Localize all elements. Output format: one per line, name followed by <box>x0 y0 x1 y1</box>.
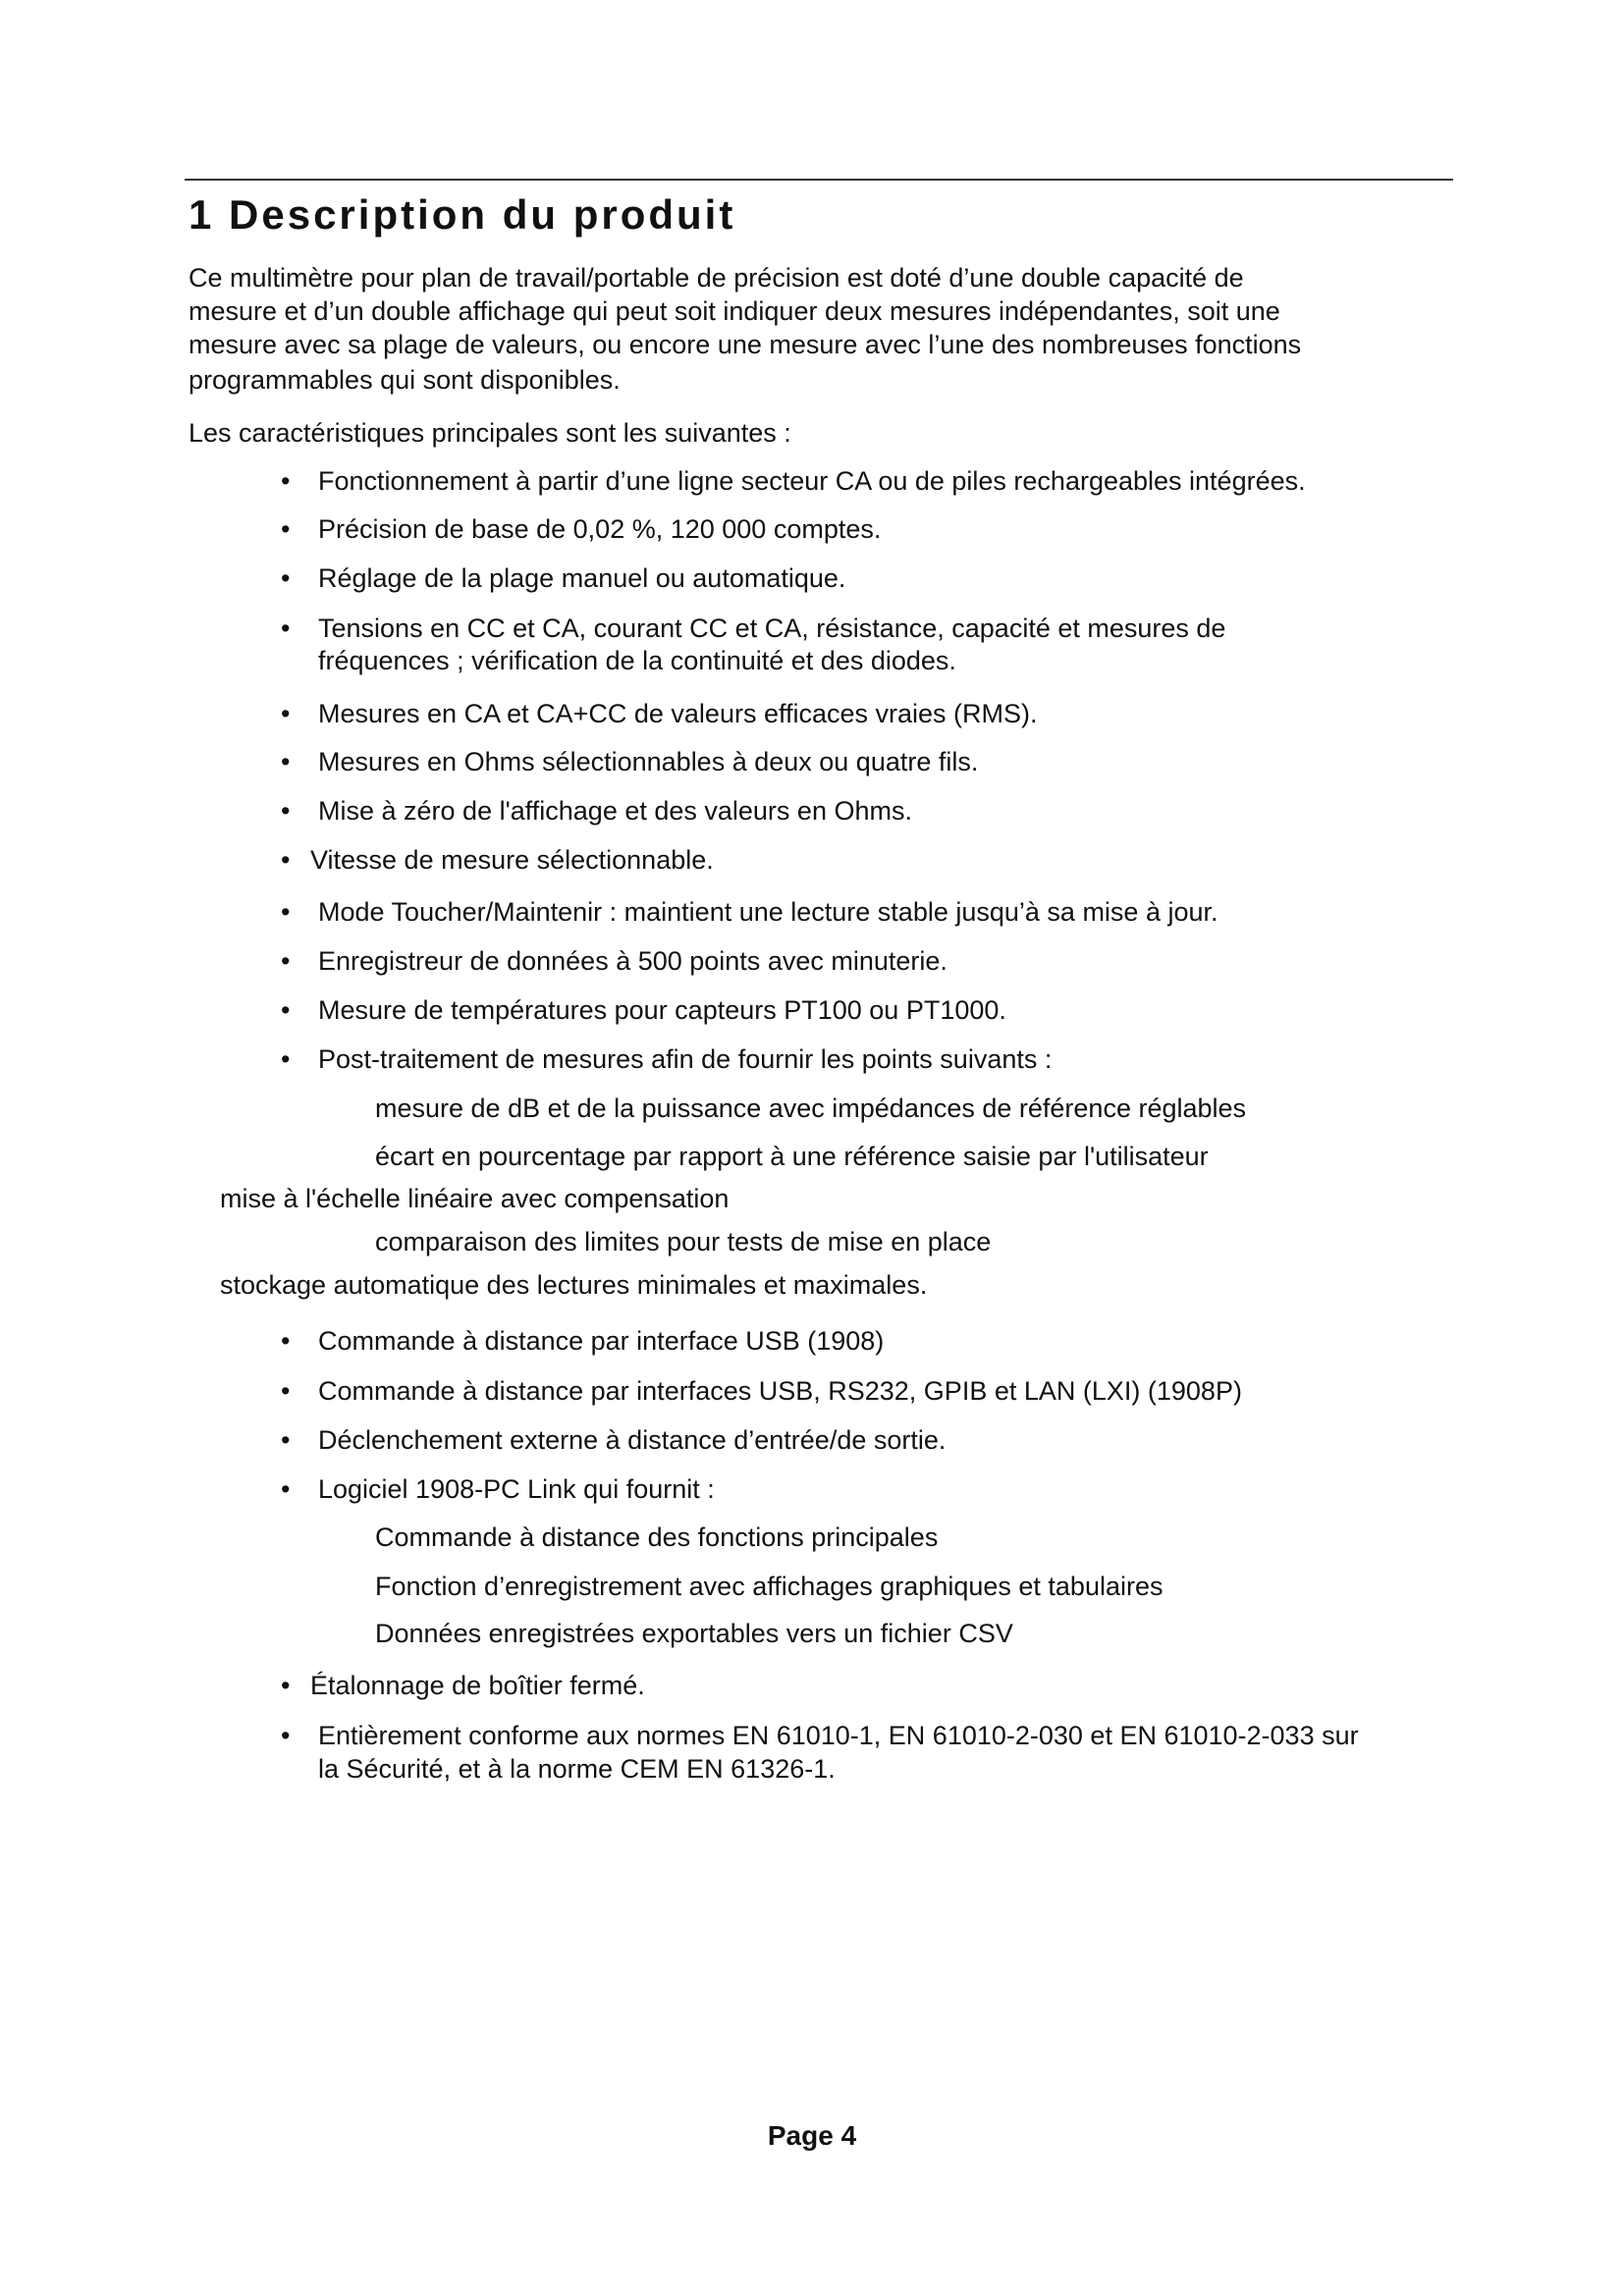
intro-line: programmables qui sont disponibles. <box>189 365 621 395</box>
feature-item: • Entièrement conforme aux normes EN 61010-1, EN 61010-2-030 et EN 61010-2-033 sur <box>281 1721 1359 1750</box>
feature-item: • Logiciel 1908-PC Link qui fournit : <box>281 1474 715 1504</box>
bullet-icon: • <box>281 1721 291 1750</box>
bullet-icon: • <box>281 1326 291 1356</box>
bullet-icon: • <box>281 614 291 643</box>
post-processing-item: écart en pourcentage par rapport à une référence saisie par l'utilisateur <box>375 1142 1209 1171</box>
feature-item: • Tensions en CC et CA, courant CC et CA, résistance, capacité et mesures de <box>281 614 1226 643</box>
bullet-icon: • <box>281 563 291 593</box>
bullet-icon: • <box>281 1044 291 1074</box>
feature-item: • Étalonnage de boîtier fermé. <box>281 1671 645 1700</box>
bullet-icon: • <box>281 796 291 826</box>
feature-item: • Commande à distance par interface USB (1908) <box>281 1326 885 1356</box>
bullet-icon: • <box>281 946 291 976</box>
bullet-icon: • <box>281 466 291 496</box>
feature-item: • Précision de base de 0,02 %, 120 000 comptes. <box>281 514 882 544</box>
intro-line: mesure avec sa plage de valeurs, ou encore une mesure avec l’une des nombreuses fonctions <box>189 330 1302 359</box>
bullet-icon: • <box>281 1671 291 1700</box>
feature-item: • Mesures en Ohms sélectionnables à deux ou quatre fils. <box>281 747 979 776</box>
feature-item: • Mesures en CA et CA+CC de valeurs efficaces vraies (RMS). <box>281 699 1038 728</box>
post-processing-item: stockage automatique des lectures minimales et maximales. <box>220 1270 928 1300</box>
post-processing-item: mise à l'échelle linéaire avec compensation <box>220 1184 730 1213</box>
feature-item: • Commande à distance par interfaces USB, RS232, GPIB et LAN (LXI) (1908P) <box>281 1376 1242 1406</box>
bullet-icon: • <box>281 514 291 544</box>
bullet-icon: • <box>281 1376 291 1406</box>
post-processing-item: mesure de dB et de la puissance avec impédances de référence réglables <box>375 1094 1247 1123</box>
bullet-icon: • <box>281 1474 291 1504</box>
features-lead: Les caractéristiques principales sont les suivantes : <box>189 418 791 448</box>
feature-item: • Enregistreur de données à 500 points avec minuterie. <box>281 946 947 976</box>
bullet-icon: • <box>281 845 291 875</box>
feature-item-continuation: la Sécurité, et à la norme CEM EN 61326-1. <box>318 1754 836 1784</box>
post-processing-item: comparaison des limites pour tests de mise en place <box>375 1227 992 1256</box>
bullet-icon: • <box>281 897 291 927</box>
bullet-icon: • <box>281 699 291 728</box>
header-rule <box>185 179 1453 181</box>
bullet-icon: • <box>281 995 291 1025</box>
feature-item: • Mode Toucher/Maintenir : maintient une lecture stable jusqu’à sa mise à jour. <box>281 897 1218 927</box>
section-title: 1 Description du produit <box>189 191 736 238</box>
software-item: Données enregistrées exportables vers un fichier CSV <box>375 1619 1013 1648</box>
feature-item: • Mise à zéro de l'affichage et des valeurs en Ohms. <box>281 796 912 826</box>
feature-item-continuation: fréquences ; vérification de la continuité et des diodes. <box>318 646 956 675</box>
feature-item: • Mesure de températures pour capteurs PT100 ou PT1000. <box>281 995 1006 1025</box>
feature-item: • Vitesse de mesure sélectionnable. <box>281 845 714 875</box>
software-item: Fonction d’enregistrement avec affichages graphiques et tabulaires <box>375 1572 1164 1601</box>
intro-line: mesure et d’un double affichage qui peut soit indiquer deux mesures indépendantes, soit une <box>189 296 1280 326</box>
page-number: Page 4 <box>767 2120 857 2151</box>
bullet-icon: • <box>281 1425 291 1455</box>
software-item: Commande à distance des fonctions principales <box>375 1522 939 1552</box>
feature-item: • Déclenchement externe à distance d’entrée/de sortie. <box>281 1425 947 1455</box>
feature-item: • Fonctionnement à partir d’une ligne secteur CA ou de piles rechargeables intégrées. <box>281 466 1306 496</box>
feature-item: • Réglage de la plage manuel ou automatique. <box>281 563 846 593</box>
bullet-icon: • <box>281 747 291 776</box>
intro-line: Ce multimètre pour plan de travail/portable de précision est doté d’une double capacité de <box>189 263 1244 293</box>
feature-item: • Post-traitement de mesures afin de fournir les points suivants : <box>281 1044 1053 1074</box>
